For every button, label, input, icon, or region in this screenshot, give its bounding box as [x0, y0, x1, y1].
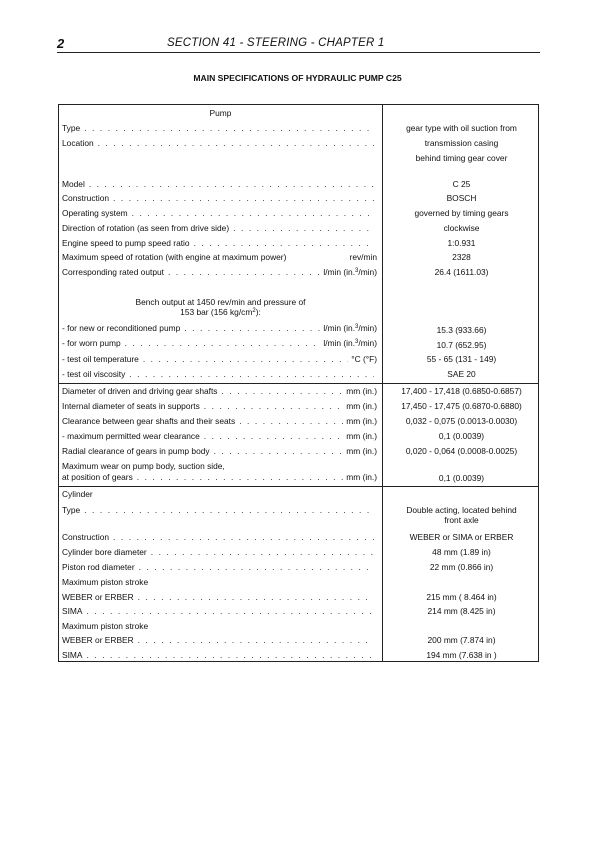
spec-unit: l/min (in.$^3$/min) [323, 338, 377, 348]
spec-value: governed by timing gears [414, 208, 509, 218]
spec-row-oil-viscosity [62, 369, 377, 379]
spec-value: front axle [444, 515, 479, 525]
spec-label: - test oil viscosity [62, 369, 126, 379]
spec-unit: mm (in.) [346, 386, 377, 396]
spec-label: SIMA [62, 650, 83, 660]
spec-value: 0,020 - 0,064 (0.0008-0.0025) [405, 446, 518, 456]
spec-row-operating [62, 208, 377, 218]
spec-label: SIMA [62, 606, 83, 616]
spec-label: Maximum wear on pump body, suction side, [62, 461, 225, 471]
spec-label: Maximum piston stroke [62, 577, 149, 587]
spec-label: Cylinder bore diameter [62, 547, 147, 557]
spec-row-stroke-sima [62, 606, 377, 616]
spec-label: WEBER or ERBER [62, 635, 134, 645]
spec-row-bore-diameter [62, 547, 377, 557]
spec-row-stroke2-weber [62, 635, 377, 645]
spec-label: - for worn pump [62, 338, 121, 348]
spec-value: SAE 20 [447, 369, 476, 379]
spec-row-seat-diameter [62, 401, 377, 411]
spec-row-rod-diameter [62, 562, 377, 572]
spec-label: Radial clearance of gears in pump body [62, 446, 210, 456]
spec-value: 48 mm (1.89 in) [432, 547, 491, 557]
spec-label: - for new or reconditioned pump [62, 323, 181, 333]
spec-unit: l/min (in.$^3$/min) [323, 267, 377, 277]
spec-value: gear type with oil suction from [406, 123, 517, 133]
bench-heading: Bench output at 1450 rev/min and pressure of [135, 297, 306, 307]
section-divider [59, 486, 538, 487]
spec-row-model [62, 179, 377, 189]
spec-row-oil-temp [62, 354, 377, 364]
spec-value: 22 mm (0.866 in) [429, 562, 494, 572]
spec-unit: rev/min [349, 252, 377, 262]
spec-row-rotation [62, 223, 377, 233]
spec-row-cylinder-type [62, 505, 377, 515]
spec-row-radial-clearance [62, 446, 377, 456]
spec-label: WEBER or ERBER [62, 592, 134, 602]
spec-label: Clearance between gear shafts and their seats [62, 416, 236, 426]
spec-unit: mm (in.) [346, 446, 377, 456]
spec-value: behind timing gear cover [415, 153, 508, 163]
document-title: MAIN SPECIFICATIONS OF HYDRAULIC PUMP C25 [193, 73, 402, 83]
spec-value: clockwise [443, 223, 480, 233]
spec-value: C 25 [452, 179, 471, 189]
spec-label: Engine speed to pump speed ratio [62, 238, 190, 248]
spec-label: Direction of rotation (as seen from drive side) [62, 223, 230, 233]
spec-row-stroke-weber [62, 592, 377, 602]
spec-value: transmission casing [424, 138, 499, 148]
spec-value: 15.3 (933.66) [436, 325, 487, 335]
page-number: 2 [57, 36, 65, 51]
spec-value: 200 mm (7.874 in) [427, 635, 496, 645]
spec-value: WEBER or SIMA or ERBER [409, 532, 514, 542]
spec-unit: l/min (in.$^3$/min) [323, 323, 377, 333]
spec-value: 1:0.931 [447, 238, 476, 248]
spec-label: Construction [62, 532, 110, 542]
spec-row-max-clearance [62, 431, 377, 441]
spec-label: Model [62, 179, 85, 189]
spec-label: Type [62, 505, 81, 515]
spec-value: 0,1 (0.0039) [438, 431, 485, 441]
pump-heading: Pump [209, 108, 232, 118]
spec-row-construction [62, 193, 377, 203]
spec-label: Corresponding rated output [62, 267, 164, 277]
spec-row-ratio [62, 238, 377, 248]
cylinder-heading: Cylinder [62, 489, 93, 499]
spec-row-pump-type [62, 123, 377, 133]
spec-value: 214 mm (8.425 in) [427, 606, 496, 616]
spec-row-max-speed [62, 252, 377, 262]
spec-row-max-wear [62, 472, 377, 482]
spec-row-clearance [62, 416, 377, 426]
spec-label: Construction [62, 193, 110, 203]
spec-table [58, 104, 539, 662]
spec-label: Type [62, 123, 81, 133]
spec-value: 194 mm (7.638 in ) [426, 650, 497, 660]
spec-label: Maximum speed of rotation (with engine at maximum power) [62, 252, 287, 262]
spec-label: - maximum permitted wear clearance [62, 431, 200, 441]
spec-value: 10.7 (652.95) [436, 340, 487, 350]
spec-label: Internal diameter of seats in supports [62, 401, 200, 411]
spec-unit: mm (in.) [346, 431, 377, 441]
spec-label: at position of gears [62, 472, 133, 482]
spec-unit: °C (°F) [351, 354, 377, 364]
spec-value: BOSCH [446, 193, 477, 203]
section-divider [59, 383, 538, 384]
spec-row-cylinder-construction [62, 532, 377, 542]
spec-row-new-pump [62, 323, 377, 333]
spec-row-shaft-diameter [62, 386, 377, 396]
spec-unit: mm (in.) [346, 401, 377, 411]
spec-label: Location [62, 138, 94, 148]
spec-value: 26.4 (1611.03) [434, 267, 489, 277]
spec-value: 17,400 - 17,418 (0.6850-0.6857) [401, 386, 522, 396]
spec-unit: mm (in.) [346, 416, 377, 426]
spec-value: 0,1 (0.0039) [438, 473, 485, 483]
spec-row-stroke2-sima [62, 650, 377, 660]
spec-row-location [62, 138, 377, 148]
spec-label: - test oil temperature [62, 354, 139, 364]
spec-label: Operating system [62, 208, 128, 218]
spec-label: Piston rod diameter [62, 562, 135, 572]
spec-unit: mm (in.) [346, 472, 377, 482]
spec-label: Diameter of driven and driving gear shafts [62, 386, 218, 396]
spec-value: 17,450 - 17,475 (0.6870-0.6880) [401, 401, 522, 411]
spec-row-rated-output [62, 267, 377, 277]
spec-value: 0,032 - 0,075 (0.0013-0.0030) [405, 416, 518, 426]
spec-value: 215 mm ( 8.464 in) [426, 592, 497, 602]
spec-label: Maximum piston stroke [62, 621, 149, 631]
bench-heading-pressure: 153 bar (156 $kg/cm^2$): [180, 307, 261, 317]
spec-value: 55 - 65 (131 - 149) [426, 354, 497, 364]
page-header [57, 34, 540, 53]
chapter-title: SECTION 41 - STEERING - CHAPTER 1 [167, 37, 385, 49]
spec-row-worn-pump [62, 338, 377, 348]
spec-value: 2328 [452, 252, 471, 262]
spec-value: Double acting, located behind [406, 505, 517, 515]
